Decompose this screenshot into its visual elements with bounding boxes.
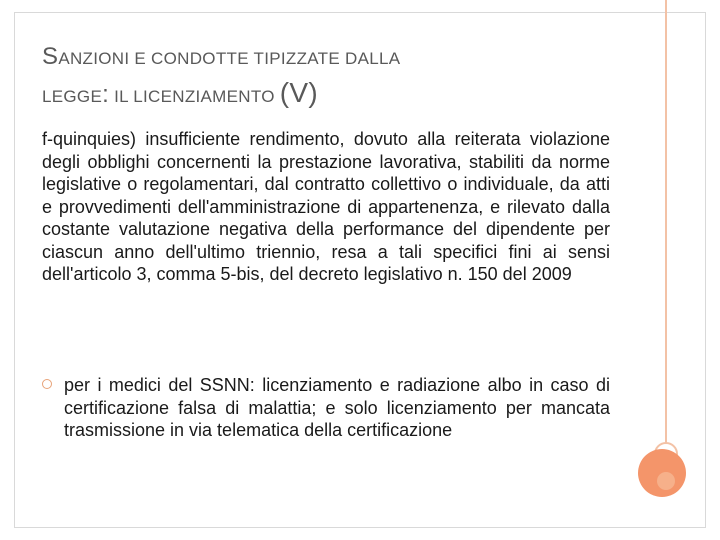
slide-title [42,40,622,114]
bullet-text: per i medici del SSNN: licenziamento e radiazione albo in caso di certificazione falsa di malattia; e solo licenziamento per mancata trasmissione in via telematica della certificazione [64,375,610,440]
body-paragraph: f-quinquies) insufficiente rendimento, dovuto alla reiterata violazione degli obblighi concernenti la prestazione lavorativa, stabiliti da norme legislative o regolamentari, dal contratto collettivo o individuale, da atti e provvedimenti dell'amministrazione di appartenenza, e rilevato dalla costante valutazione negativa della performance del dipendente per ciascun anno dell'ultimo triennio, resa a tali specifici fini ai sensi dell'articolo 3, comma 5-bis, del decreto legislativo n. 150 del 2009 [42,129,610,284]
title-roman-numeral: (V) [279,77,319,108]
decorative-vertical-line [665,0,667,452]
title-colon: : [102,81,110,108]
ring-bullet-icon [42,379,52,389]
bullet-list-item [42,374,610,442]
title-line2-prefix: LEGGE [42,87,103,106]
decorative-small-circle [657,472,675,490]
title-initial: S [42,43,59,70]
title-line1: ANZIONI E CONDOTTE TIPIZZATE DALLA [58,49,401,68]
title-line2-mid: IL LICENZIAMENTO [109,87,280,106]
